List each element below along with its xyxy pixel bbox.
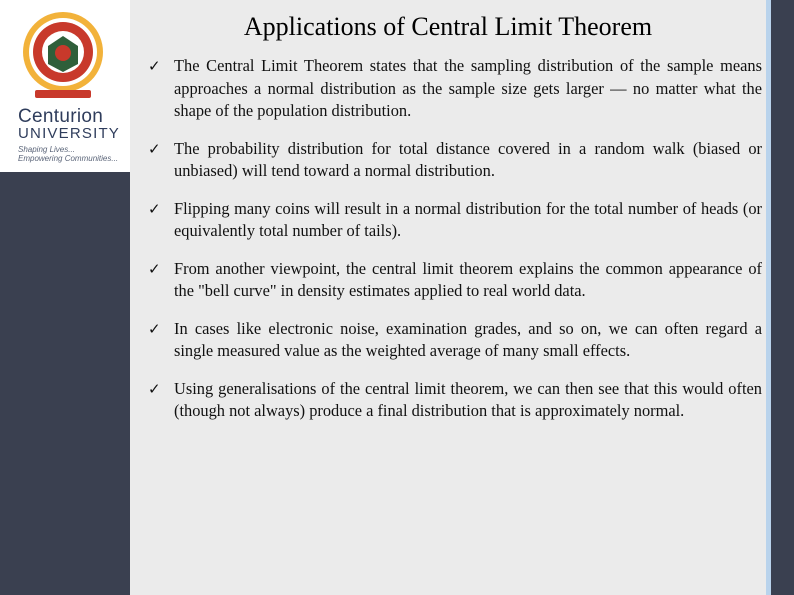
bullet-text: Flipping many coins will result in a normal distribution for the total number of heads (or equivalently total number of tails). (174, 198, 762, 240)
brand-tagline-secondary: Empowering Communities... (18, 154, 119, 163)
bullet-item (148, 258, 762, 303)
brand-text (18, 108, 130, 163)
brand-name: Centurion (18, 106, 104, 127)
slide-content (130, 0, 766, 595)
bullet-text: From another viewpoint, the central limit theorem explains the common appearance of the "bell curve" in density estimates applied to real world data. (174, 258, 762, 300)
brand-tagline: Shaping Lives... (18, 145, 75, 154)
right-accent-stripe (766, 0, 771, 595)
bullet-text: Using generalisations of the central limit theorem, we can then see that this would often (though not always) produce a final distribution that is approximately normal. (174, 378, 762, 420)
check-mark-icon: ✓ (148, 57, 161, 75)
check-mark-icon: ✓ (148, 139, 161, 158)
check-mark-icon: ✓ (148, 319, 161, 338)
brand-subname: UNIVERSITY (18, 125, 121, 142)
bullet-list (148, 55, 762, 438)
check-mark-icon: ✓ (148, 379, 161, 398)
bullet-item (148, 138, 762, 183)
logo-area (0, 0, 130, 172)
bullet-text: The probability distribution for total distance covered in a random walk (biased or unbiased) will tend toward a normal distribution. (174, 138, 762, 180)
check-mark-icon: ✓ (148, 199, 161, 218)
bullet-text: The Central Limit Theorem states that the sampling distribution of the sample means approaches a normal distribution as the sample size gets larger — no matter what the shape of the population distribution. (174, 56, 762, 120)
bullet-item (148, 318, 762, 363)
slide-title: Applications of Central Limit Theorem (243, 12, 653, 41)
bullet-item (148, 378, 762, 423)
university-emblem-icon (20, 6, 106, 106)
bullet-item (148, 55, 762, 123)
bullet-text: In cases like electronic noise, examination grades, and so on, we can often regard a single measured value as the weighted average of many small effects. (174, 318, 762, 360)
check-mark-icon: ✓ (148, 259, 161, 278)
bullet-item (148, 198, 762, 243)
